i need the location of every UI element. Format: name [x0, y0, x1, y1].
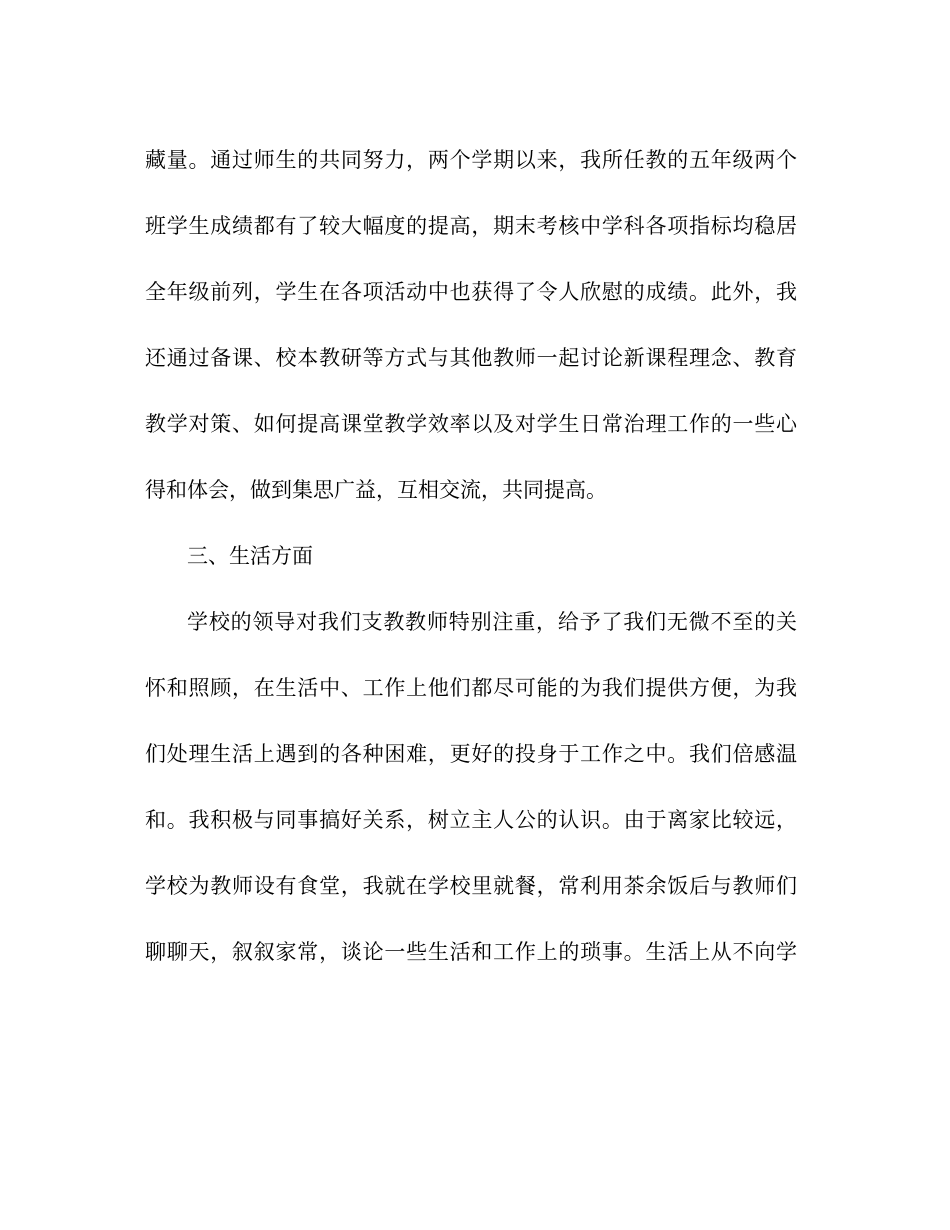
- text-line: 还通过备课、校本教研等方式与其他教师一起讨论新课程理念、教育: [145, 346, 797, 370]
- document-body: [145, 134, 800, 992]
- text-line: 学校的领导对我们支教教师特别注重，给予了我们无微不至的关: [187, 610, 797, 634]
- text-line: 藏量。通过师生的共同努力，两个学期以来，我所任教的五年级两个: [145, 148, 797, 172]
- text-line: 们处理生活上遇到的各种困难，更好的投身于工作之中。我们倍感温: [145, 742, 797, 766]
- text-line: 和。我积极与同事搞好关系，树立主人公的认识。由于离家比较远，: [145, 808, 797, 832]
- text-line: 聊聊天，叙叙家常，谈论一些生活和工作上的琐事。生活上从不向学: [145, 940, 797, 964]
- text-line: 教学对策、如何提高课堂教学效率以及对学生日常治理工作的一些心: [145, 412, 797, 436]
- section-heading: 三、生活方面: [187, 544, 313, 568]
- text-line: 全年级前列，学生在各项活动中也获得了令人欣慰的成绩。此外，我: [145, 280, 797, 304]
- text-line: 班学生成绩都有了较大幅度的提高，期末考核中学科各项指标均稳居: [145, 214, 797, 238]
- text-line: 学校为教师设有食堂，我就在学校里就餐，常利用茶余饭后与教师们: [145, 874, 797, 898]
- text-line: 得和体会，做到集思广益，互相交流，共同提高。: [145, 478, 607, 502]
- text-line: 怀和照顾，在生活中、工作上他们都尽可能的为我们提供方便，为我: [145, 676, 797, 700]
